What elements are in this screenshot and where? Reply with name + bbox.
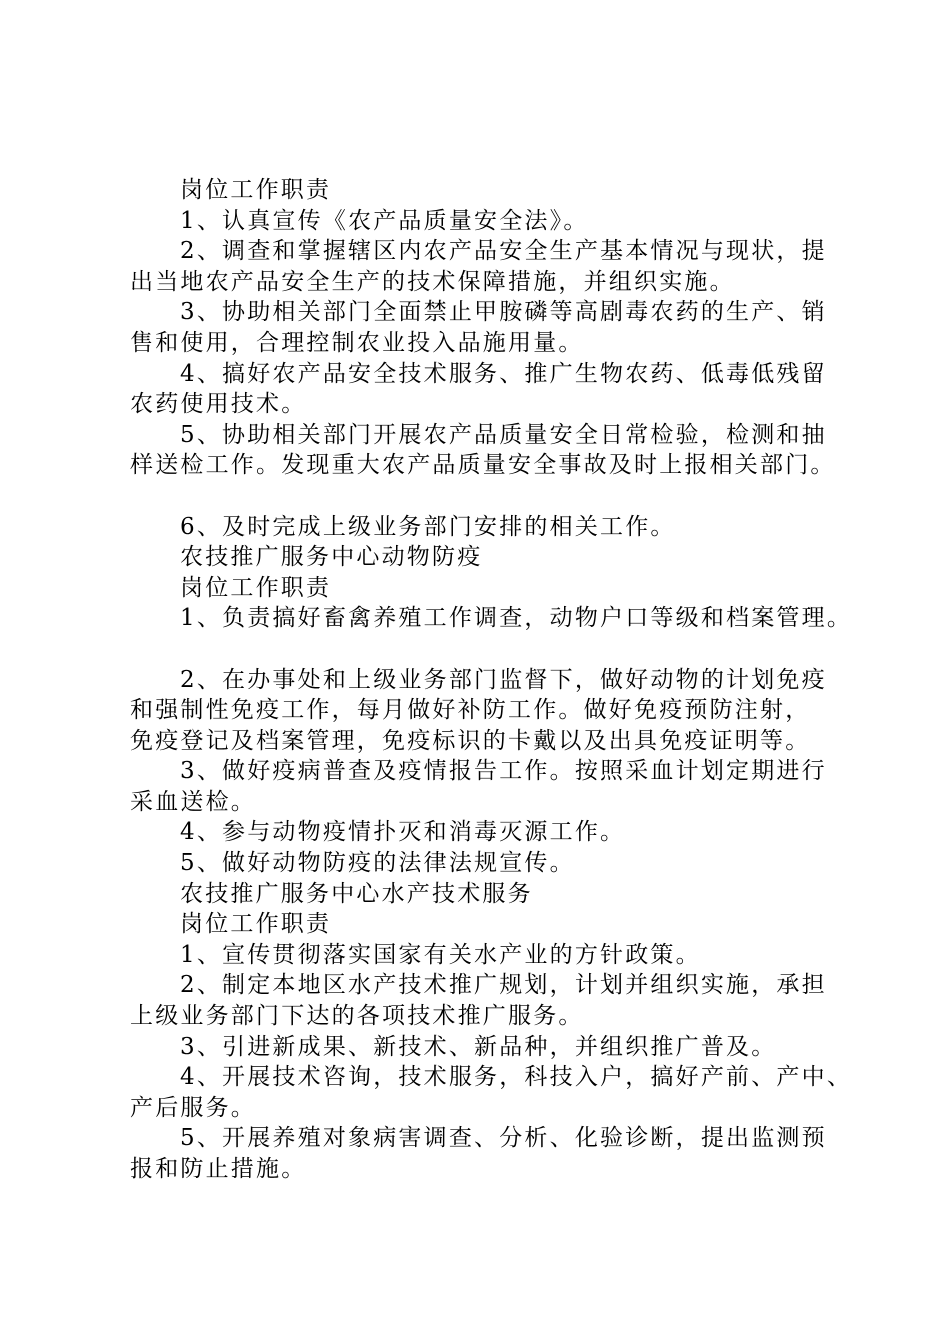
paragraph-line: 4、开展技术咨询，技术服务，科技入户，搞好产前、产中、	[180, 1064, 853, 1091]
section-heading: 岗位工作职责	[180, 574, 332, 601]
paragraph-line: 6、及时完成上级业务部门安排的相关工作。	[180, 513, 676, 540]
paragraph-line: 5、做好动物防疫的法律法规宣传。	[180, 850, 575, 877]
paragraph-line: 上级业务部门下达的各项技术推广服务。	[130, 1003, 584, 1030]
paragraph-line: 4、搞好农产品安全技术服务、推广生物农药、低毒低残留	[180, 360, 827, 387]
section-heading: 岗位工作职责	[180, 177, 332, 203]
section-title: 农技推广服务中心水产技术服务	[180, 880, 533, 907]
blank-line	[130, 481, 835, 512]
paragraph-line: 2、在办事处和上级业务部门监督下，做好动物的计划免疫	[180, 666, 827, 693]
section-heading: 岗位工作职责	[180, 911, 332, 938]
paragraph-line: 2、制定本地区水产技术推广规划，计划并组织实施，承担	[180, 972, 827, 999]
paragraph-line: 1、宣传贯彻落实国家有关水产业的方针政策。	[180, 941, 701, 968]
paragraph-line: 1、认真宣传《农产品质量安全法》。	[180, 207, 589, 234]
paragraph-line: 5、协助相关部门开展农产品质量安全日常检验，检测和抽	[180, 421, 827, 448]
paragraph-line: 免疫登记及档案管理，免疫标识的卡戴以及出具免疫证明等。	[130, 727, 811, 754]
blank-line	[130, 634, 835, 665]
paragraph-line: 3、做好疫病普查及疫情报告工作。按照采血计划定期进行	[180, 758, 827, 785]
paragraph-line: 采血送检。	[130, 788, 256, 815]
document-body	[130, 175, 853, 1185]
paragraph-line: 3、引进新成果、新技术、新品种，并组织推广普及。	[180, 1033, 777, 1060]
paragraph-line: 5、开展养殖对象病害调查、分析、化验诊断，提出监测预	[180, 1125, 827, 1152]
paragraph-line: 2、调查和掌握辖区内农产品安全生产基本情况与现状，提	[180, 238, 827, 265]
paragraph-line: 样送检工作。发现重大农产品质量安全事故及时上报相关部门。	[130, 452, 836, 479]
paragraph-line: 4、参与动物疫情扑灭和消毒灭源工作。	[180, 819, 626, 846]
paragraph-line: 出当地农产品安全生产的技术保障措施，并组织实施。	[130, 268, 735, 295]
paragraph-line: 产后服务。	[130, 1094, 256, 1121]
paragraph-line: 和强制性免疫工作，每月做好补防工作。做好免疫预防注射，	[130, 697, 811, 724]
paragraph-line: 1、负责搞好畜禽养殖工作调查，动物户口等级和档案管理。	[180, 605, 853, 632]
section-title: 农技推广服务中心动物防疫	[180, 544, 483, 571]
paragraph-line: 报和防止措施。	[130, 1156, 307, 1182]
paragraph-line: 3、协助相关部门全面禁止甲胺磷等高剧毒农药的生产、销	[180, 299, 827, 326]
paragraph-line: 农药使用技术。	[130, 391, 307, 418]
paragraph-line: 售和使用，合理控制农业投入品施用量。	[130, 329, 584, 356]
